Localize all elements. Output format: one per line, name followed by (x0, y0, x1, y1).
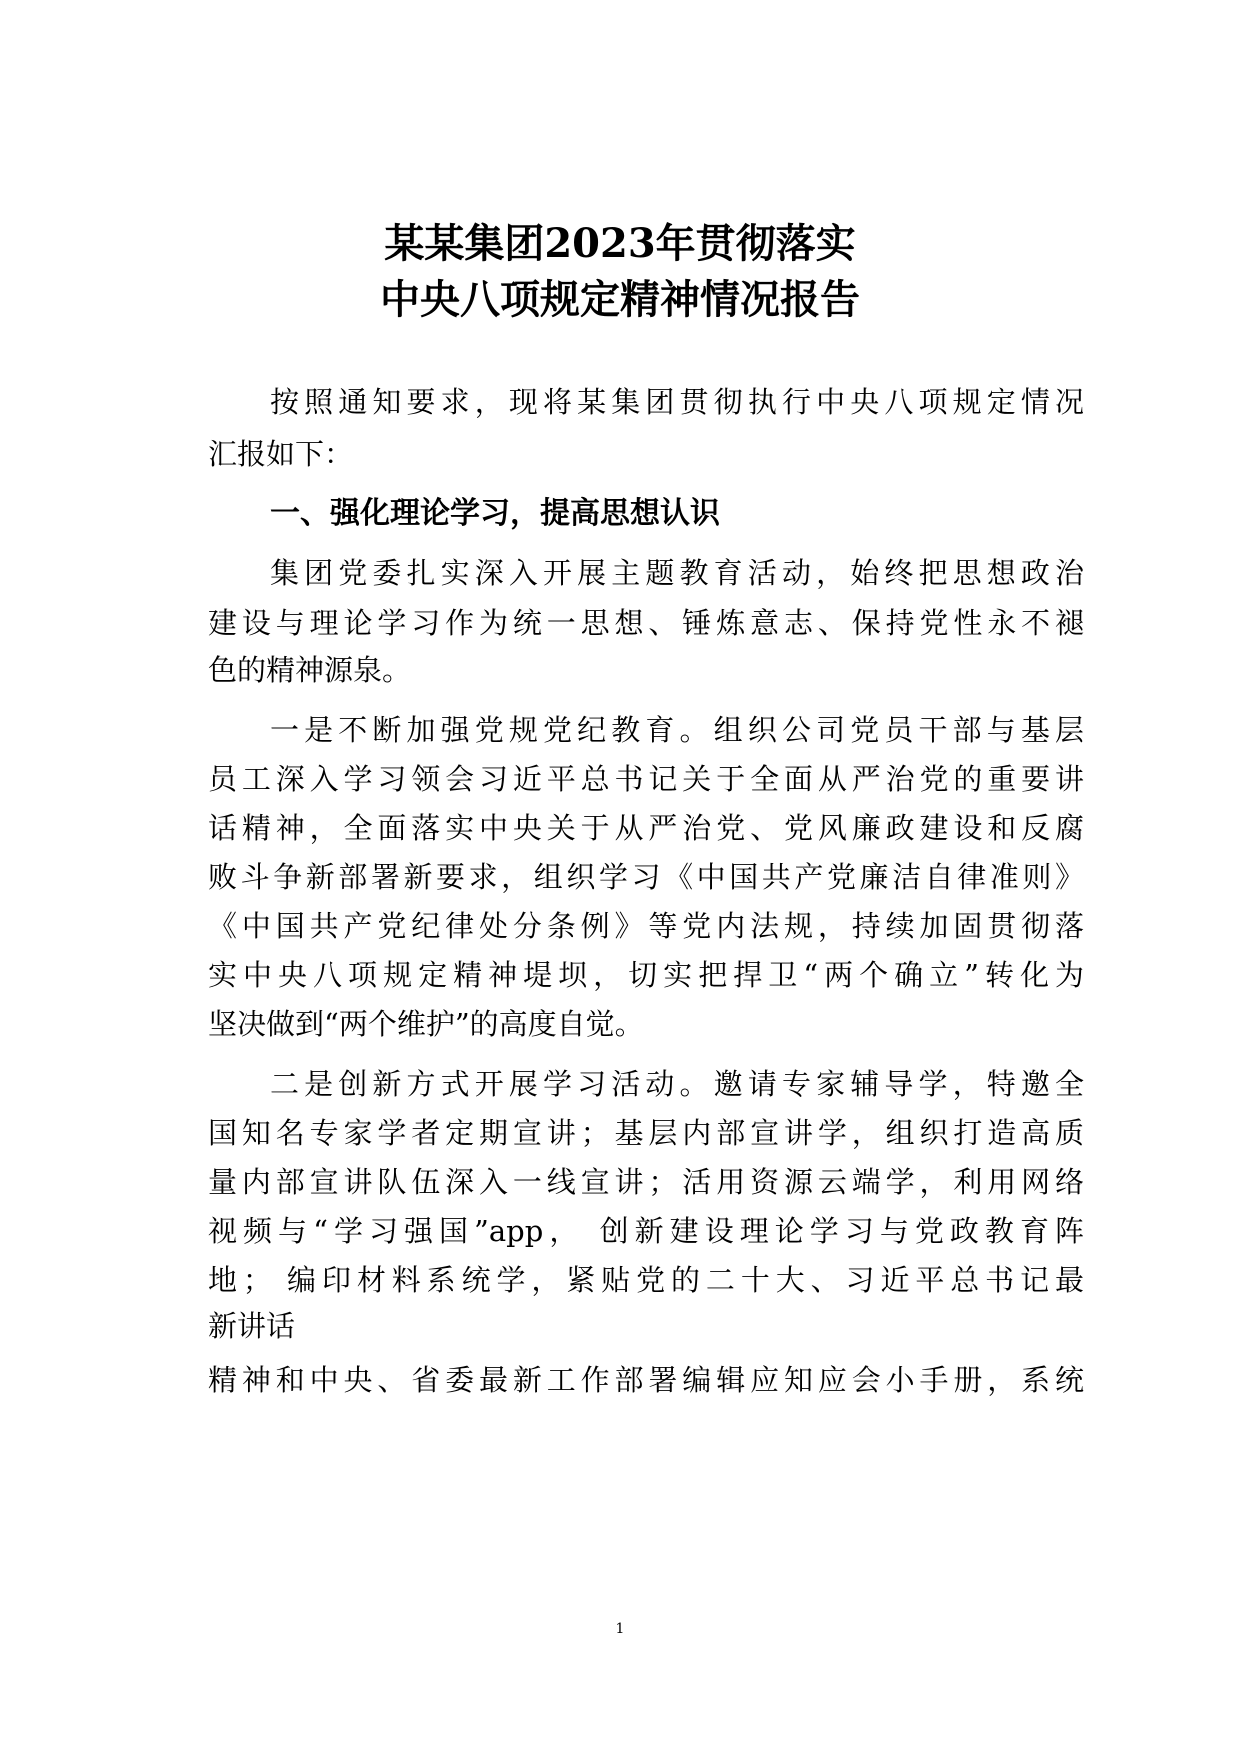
section-heading: 一、强化理论学习，提高思想认识 (270, 496, 720, 531)
paragraph-line: 二是创新方式开展学习活动。邀请专家辅导学，特邀全 (270, 1067, 1084, 1101)
paragraph-line: 国知名专家学者定期宣讲；基层内部宣讲学，组织打造高质 (208, 1116, 1084, 1150)
paragraph-line: 《中国共产党纪律处分条例》等党内法规，持续加固贯彻落 (208, 909, 1084, 943)
paragraph-line: 量内部宣讲队伍深入一线宣讲；活用资源云端学，利用网络 (208, 1165, 1084, 1199)
document-title-line-2: 中央八项规定精神情况报告 (380, 276, 860, 323)
intro-line: 按照通知要求，现将某集团贯彻执行中央八项规定情况 (270, 385, 1084, 419)
paragraph-line: 一是不断加强党规党纪教育。组织公司党员干部与基层 (270, 713, 1084, 747)
paragraph-line: 色的精神源泉。 (208, 653, 412, 687)
paragraph-line: 员工深入学习领会习近平总书记关于全面从严治党的重要讲 (208, 762, 1084, 796)
paragraph-line: 集团党委扎实深入开展主题教育活动，始终把思想政治 (270, 556, 1084, 590)
document-title-line-1: 某某集团2023年贯彻落实 (384, 220, 856, 267)
paragraph-line: 建设与理论学习作为统一思想、锤炼意志、保持党性永不褪 (208, 606, 1084, 640)
page-number: 1 (615, 1621, 625, 1637)
paragraph-line: 视频与“学习强国”app， 创新建设理论学习与党政教育阵 (208, 1214, 1084, 1248)
paragraph-line: 实中央八项规定精神堤坝，切实把捍卫“两个确立”转化为 (208, 958, 1084, 992)
paragraph-line: 地； 编印材料系统学，紧贴党的二十大、习近平总书记最 (208, 1263, 1084, 1297)
intro-line: 汇报如下： (208, 437, 354, 471)
paragraph-line: 坚决做到“两个维护”的高度自觉。 (208, 1007, 644, 1041)
paragraph-line: 精神和中央、省委最新工作部署编辑应知应会小手册，系统 (208, 1363, 1084, 1397)
paragraph-line: 败斗争新部署新要求，组织学习《中国共产党廉洁自律准则》 (208, 860, 1084, 894)
paragraph-line: 新讲话 (208, 1309, 296, 1343)
paragraph-line: 话精神，全面落实中央关于从严治党、党风廉政建设和反腐 (208, 811, 1084, 845)
